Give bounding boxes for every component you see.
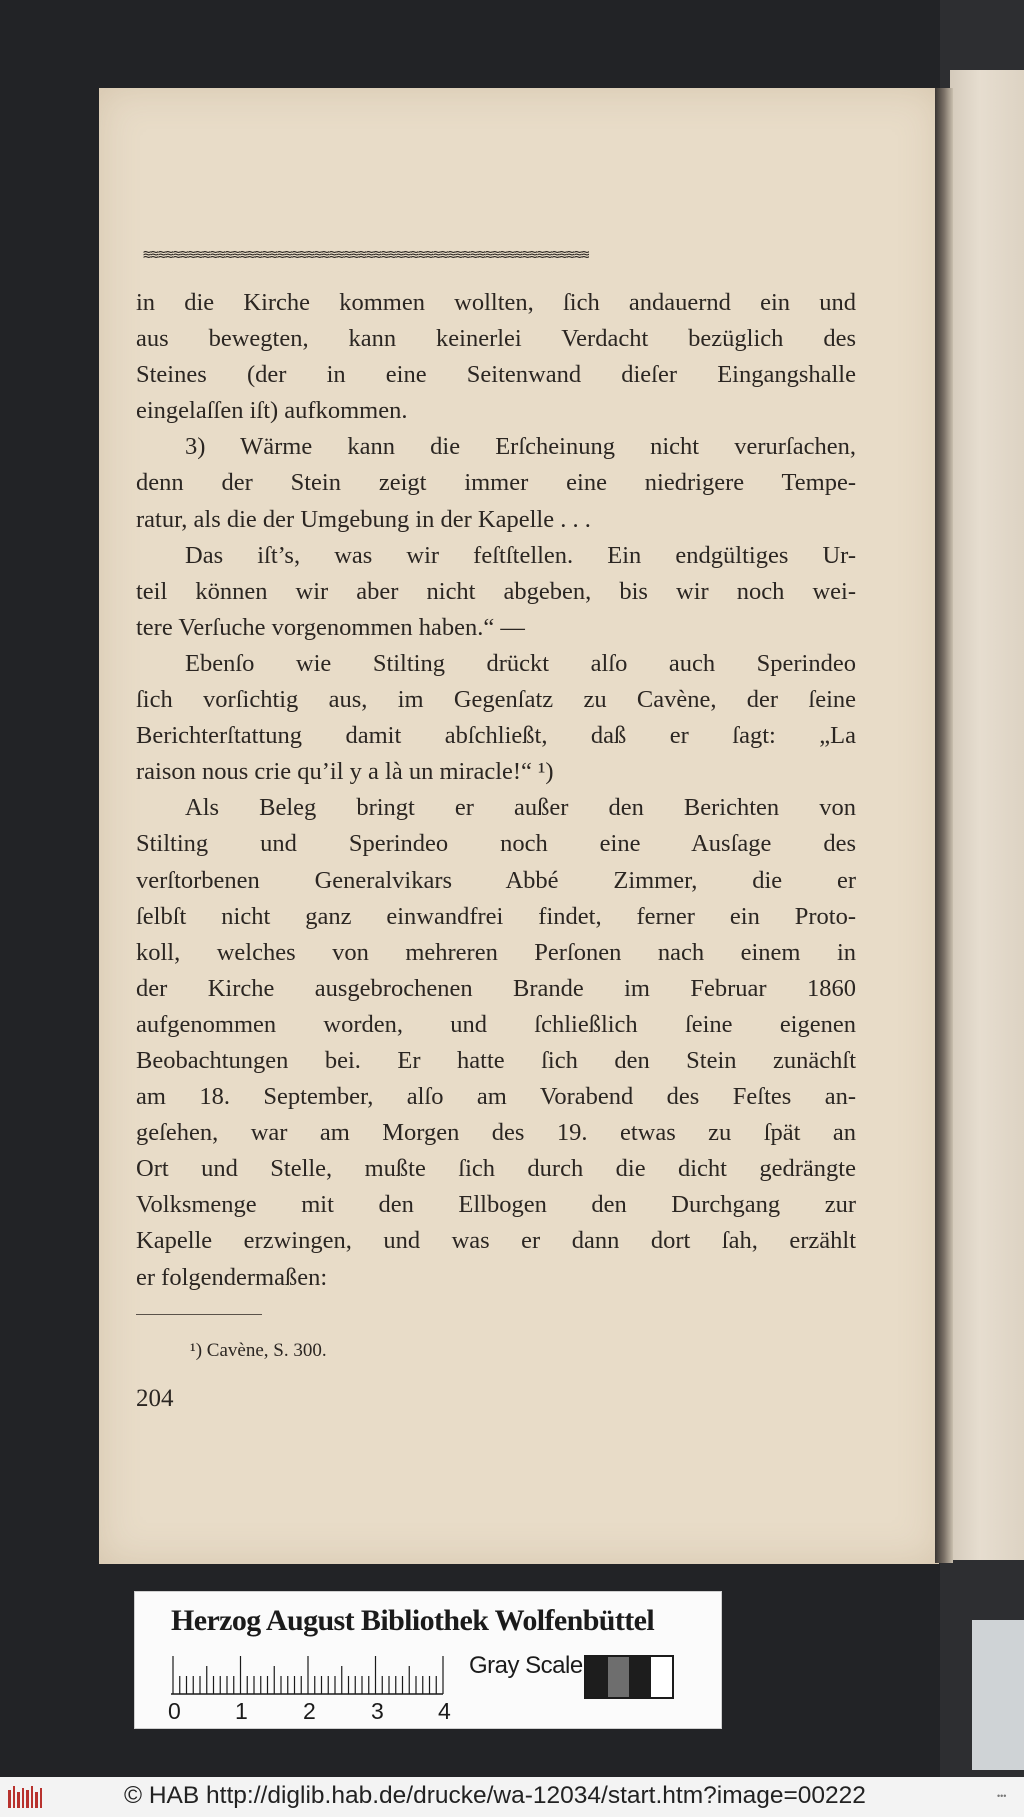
footer-dots: ••• xyxy=(997,1791,1007,1801)
footer-bar xyxy=(0,1777,1024,1817)
ruler-number-1: 1 xyxy=(235,1698,248,1724)
footnote-rule xyxy=(136,1314,262,1315)
text-line: tere Verſuche vorgenommen haben.“ — xyxy=(136,613,525,641)
hab-logo-icon xyxy=(6,1784,46,1812)
text-line: Berichterſtattung damit abſchließt, daß er ſagt: „La xyxy=(136,722,856,750)
text-line: der Kirche ausgebrochenen Brande im Februar 1860 xyxy=(136,974,856,1002)
gray-swatch-cell xyxy=(629,1657,651,1697)
text-line: ſich vorſichtig aus, im Gegenſatz zu Cavène, der ſeine xyxy=(136,686,856,714)
footnote: ¹) Cavène, S. 300. xyxy=(190,1340,327,1361)
text-line: Stilting und Sperindeo noch eine Ausſage des xyxy=(136,830,856,858)
page-body-text xyxy=(136,285,856,1296)
copyright-url-link[interactable]: © HAB http://diglib.hab.de/drucke/wa-12034/start.htm?image=00222 xyxy=(124,1782,866,1809)
gray-swatch-cell xyxy=(586,1657,608,1697)
text-line: Volksmenge mit den Ellbogen den Durchgang zur xyxy=(136,1191,856,1219)
text-line: geſehen, war am Morgen des 19. etwas zu ſpät an xyxy=(136,1119,856,1147)
ruler-number-3: 3 xyxy=(371,1698,384,1724)
text-line: Beobachtungen bei. Er hatte ſich den Stein zunächſt xyxy=(136,1046,856,1074)
text-line: ſelbſt nicht ganz einwandfrei findet, ferner ein Proto- xyxy=(136,902,856,930)
gray-swatch-cell xyxy=(608,1657,630,1697)
text-line: koll, welches von mehreren Perſonen nach einem in xyxy=(136,938,856,966)
text-line: Kapelle erzwingen, und was er dann dort ſah, erzählt xyxy=(136,1227,856,1255)
header-ornament: ≋≋≋≋≋≋≋≋≋≋≋≋≋≋≋≋≋≋≋≋≋≋≋≋≋≋≋≋≋≋≋≋≋≋≋≋≋≋≋≋≋≋≋≋≋≋≋≋≋≋≋≋≋≋≋≋≋≋≋≋ xyxy=(143,248,589,262)
text-line: Ort und Stelle, mußte ſich durch die dicht gedrängte xyxy=(136,1155,856,1183)
text-line: teil können wir aber nicht abgeben, bis wir noch wei- xyxy=(136,577,856,605)
text-line: denn der Stein zeigt immer eine niedrigere Tempe- xyxy=(136,469,856,497)
text-line: Ebenſo wie Stilting drückt alſo auch Sperindeo xyxy=(185,649,856,677)
text-line: in die Kirche kommen wollten, ſich andauernd ein und xyxy=(136,289,856,316)
text-line: eingelaſſen iſt) aufkommen. xyxy=(136,397,408,425)
gray-scale-label: Gray Scale xyxy=(469,1652,583,1679)
text-line: aufgenommen worden, und ſchließlich ſeine eigenen xyxy=(136,1010,856,1038)
text-line: aus bewegten, kann keinerlei Verdacht bezüglich des xyxy=(136,325,856,353)
gray-swatch-cell xyxy=(651,1657,673,1697)
adjacent-page-edge xyxy=(950,70,1024,1560)
ruler-number-2: 2 xyxy=(303,1698,316,1724)
text-line: Das iſt’s, was wir feſtſtellen. Ein endgültiges Ur- xyxy=(185,541,856,569)
text-line: ratur, als die der Umgebung in der Kapelle . . . xyxy=(136,505,591,533)
page-gutter xyxy=(935,88,953,1563)
adjacent-page-label xyxy=(972,1620,1024,1770)
text-line: verſtorbenen Generalvikars Abbé Zimmer, die er xyxy=(136,866,856,894)
text-line: Als Beleg bringt er außer den Berichten von xyxy=(185,794,856,822)
text-line: am 18. September, alſo am Vorabend des Feſtes an- xyxy=(136,1083,856,1111)
text-line: raison nous crie qu’il y a là un miracle!“ ¹) xyxy=(136,758,554,786)
ruler-number-4: 4 xyxy=(438,1698,451,1724)
text-line: er folgendermaßen: xyxy=(136,1263,328,1291)
gray-scale-swatch xyxy=(584,1655,674,1699)
ruler-number-0: 0 xyxy=(168,1698,181,1724)
text-line: Steines (der in eine Seitenwand dieſer Eingangshalle xyxy=(136,361,856,389)
page-number: 204 xyxy=(136,1385,174,1412)
text-line: 3) Wärme kann die Erſcheinung nicht verurſachen, xyxy=(185,433,856,461)
ruler-ticks xyxy=(171,1654,461,1698)
color-calibration-bar xyxy=(134,1591,722,1729)
measurement-ruler xyxy=(171,1654,461,1698)
library-name: Herzog August Bibliothek Wolfenbüttel xyxy=(171,1604,655,1637)
